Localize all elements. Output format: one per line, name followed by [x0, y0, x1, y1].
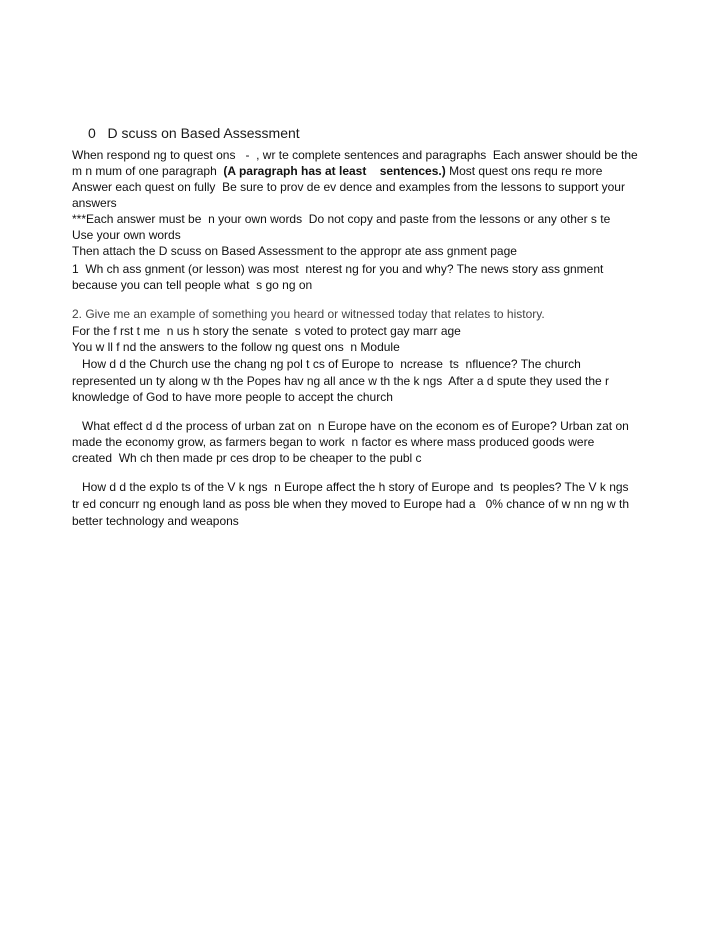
question-church: How d d the Church use the chang ng pol t cs of Europe to ncrease ts nfluence? The church	[72, 357, 581, 371]
question-1: 1 Wh ch ass gnment (or lesson) was most nterest ng for you and why? The news story ass gnment	[72, 262, 604, 276]
answer-urbanization: created Wh ch then made pr ces drop to be cheaper to the publ c	[72, 451, 422, 465]
answer-vikings: tr ed concurr ng enough land as poss ble when they moved to Europe had a 0% chance of w nn ng w th	[72, 497, 630, 511]
instruction-line: Answer each quest on fully Be sure to prov de ev dence and examples from the lessons to support your	[72, 180, 625, 194]
instruction-text: Most quest ons requ re more	[445, 164, 603, 178]
answer-church: knowledge of God to have more people to accept the church	[72, 390, 393, 404]
answer-urbanization: made the economy grow, as farmers began to work n factor es where mass produced goods were	[72, 435, 595, 449]
instruction-line: Use your own words	[72, 228, 181, 242]
instruction-line: Then attach the D scuss on Based Assessment to the appropr ate ass gnment page	[72, 244, 517, 258]
question-2: 2. Give me an example of something you heard or witnessed today that relates to history.	[72, 307, 545, 321]
instruction-text: m n mum of one paragraph	[72, 164, 224, 178]
question-urbanization: What effect d d the process of urban zat on n Europe have on the econom es of Europe? Urban zat on	[72, 419, 629, 433]
assessment-heading: 0 D scuss on Based Assessment	[88, 125, 300, 141]
answer-1: because you can tell people what s go ng on	[72, 278, 313, 292]
instruction-line-with-bold	[72, 163, 602, 179]
module-note: You w ll f nd the answers to the follow ng quest ons n Module	[72, 340, 400, 354]
instruction-line: ***Each answer must be n your own words Do not copy and paste from the lessons or any other s te	[72, 212, 611, 226]
answer-church: represented un ty along w th the Popes hav ng all ance w th the k ngs After a d spute they used the r	[72, 374, 610, 388]
answer-vikings: better technology and weapons	[72, 514, 239, 528]
answer-2: For the f rst t me n us h story the senate s voted to protect gay marr age	[72, 324, 461, 338]
instruction-line: answers	[72, 196, 117, 210]
paragraph-requirement-bold: (A paragraph has at least sentences.)	[223, 164, 446, 178]
instruction-line: When respond ng to quest ons - , wr te complete sentences and paragraphs Each answer should be the	[72, 148, 638, 162]
question-vikings: How d d the explo ts of the V k ngs n Europe affect the h story of Europe and ts peoples? The V k ngs	[72, 480, 629, 494]
